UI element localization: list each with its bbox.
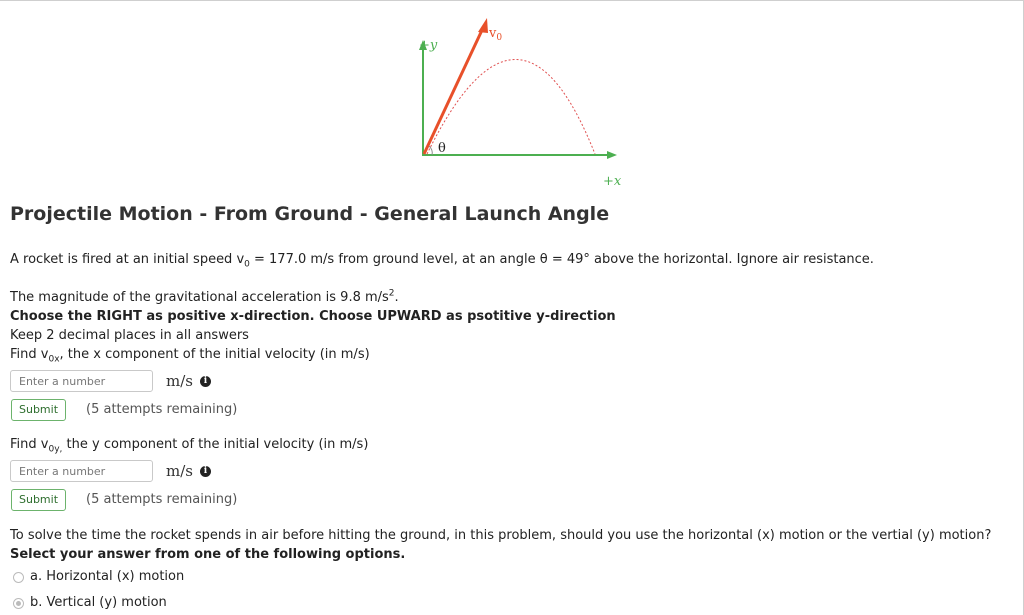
- q3-instruction: Select your answer from one of the following options.: [10, 547, 406, 562]
- velocity-label: $v_0$: [489, 26, 503, 43]
- q1-answer-input[interactable]: [10, 370, 153, 392]
- q1-attempts: (5 attempts remaining): [86, 402, 238, 417]
- direction-instruction: Choose the RIGHT as positive x-direction. Choose UPWARD as psotitive y-direction: [10, 309, 616, 324]
- top-border: [0, 0, 1024, 1]
- q2-info-icon[interactable]: i: [200, 466, 211, 477]
- trajectory-path: [427, 60, 595, 155]
- problem-intro: A rocket is fired at an initial speed $v_0 = 177.0$ m/s from ground level, at an angle θ = 49° above the horizontal. Ignore air resistance.: [10, 252, 874, 270]
- q2-prompt: Find $v_{0y,}$ the y component of the initial velocity (in m/s): [10, 437, 369, 455]
- q1-prompt: Find $v_{0x}$, the x component of the initial velocity (in m/s): [10, 347, 370, 365]
- angle-label: θ: [438, 141, 446, 156]
- q3-prompt: To solve the time the rocket spends in air before hitting the ground, in this problem, should you use the horizontal (x) motion or the vertial (y) motion?: [10, 528, 992, 543]
- q1-submit-button[interactable]: Submit: [11, 399, 66, 421]
- angle-arc: [429, 146, 432, 155]
- gravity-statement: The magnitude of the gravitational acceleration is 9.8 $m/s^2$.: [10, 288, 399, 305]
- q2-unit: m/s: [166, 462, 193, 480]
- q2-answer-input[interactable]: [10, 460, 153, 482]
- q1-unit: m/s: [166, 372, 193, 390]
- projectile-diagram-svg: [405, 10, 640, 192]
- velocity-arrowhead: [478, 18, 488, 33]
- q2-submit-button[interactable]: Submit: [11, 489, 66, 511]
- x-axis-arrow: [607, 151, 617, 159]
- page-title: Projectile Motion - From Ground - General Launch Angle: [10, 203, 610, 225]
- x-axis-label: +x: [603, 174, 622, 189]
- y-axis-label: +y: [419, 38, 438, 53]
- option-a-label[interactable]: a. Horizontal (x) motion: [30, 569, 185, 584]
- decimals-instruction: Keep 2 decimal places in all answers: [10, 328, 249, 343]
- option-b-label[interactable]: b. Vertical (y) motion: [30, 595, 167, 610]
- q1-info-icon[interactable]: i: [200, 376, 211, 387]
- q2-attempts: (5 attempts remaining): [86, 492, 238, 507]
- option-a-radio[interactable]: [13, 572, 24, 583]
- projectile-diagram: [405, 10, 640, 192]
- option-b-radio[interactable]: [13, 598, 24, 609]
